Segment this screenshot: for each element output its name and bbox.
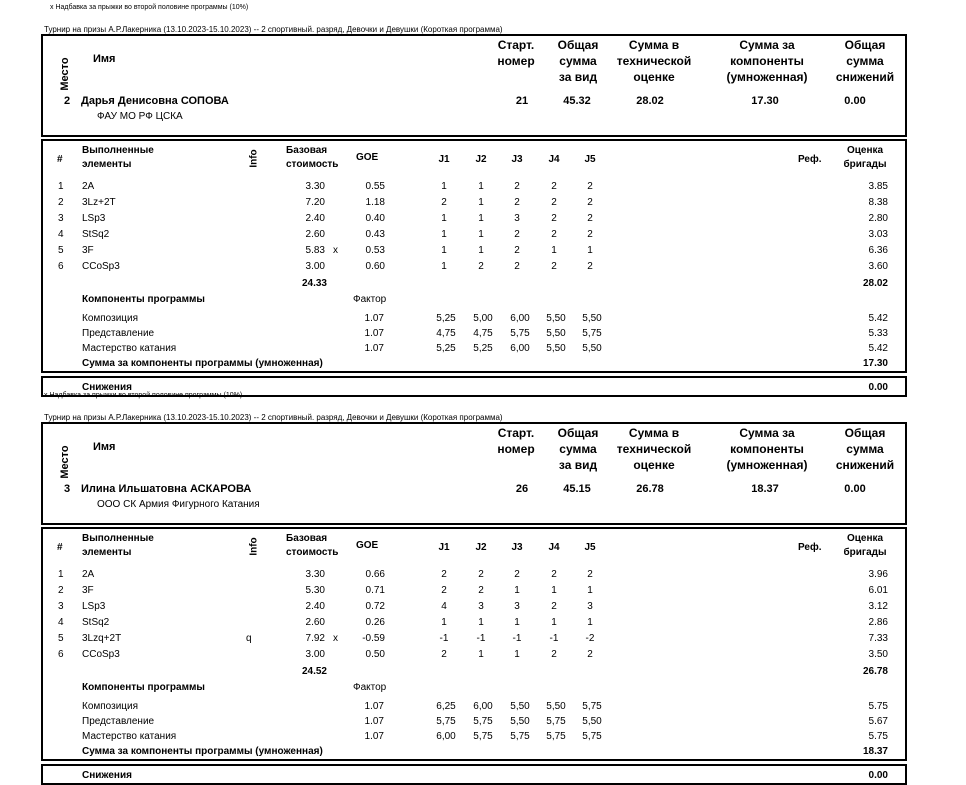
goe-header: GOE xyxy=(356,540,379,551)
tes-header: Сумма в технической оценке xyxy=(616,38,692,84)
judge-score: 4 xyxy=(441,601,447,612)
component-judge-score: 6,00 xyxy=(510,343,530,354)
element-number: 2 xyxy=(58,197,64,208)
judge-score: 2 xyxy=(551,601,557,612)
tes-total: 26.78 xyxy=(862,666,888,677)
element-number: 6 xyxy=(58,261,64,272)
component-judge-score: 5,00 xyxy=(473,313,493,324)
judge-score: 2 xyxy=(514,245,520,256)
component-judge-score: 5,50 xyxy=(510,716,530,727)
start-no-header: Старт. номер xyxy=(497,38,535,68)
panel-header: Оценка бригады xyxy=(843,533,887,558)
judge-score: 1 xyxy=(478,649,484,660)
element-goe: 0.53 xyxy=(365,245,385,256)
element-code: 3Lzq+2T xyxy=(82,633,122,644)
place-header: Место xyxy=(59,57,71,91)
component-judge-score: 5,50 xyxy=(582,716,602,727)
judge-header: J4 xyxy=(548,542,560,553)
judge-score: 2 xyxy=(478,569,484,580)
judge-score: 1 xyxy=(441,229,447,240)
component-factor: 1.07 xyxy=(364,313,384,324)
name-header: Имя xyxy=(93,53,116,65)
element-code: LSp3 xyxy=(82,213,106,224)
element-base-value: 7.20 xyxy=(305,197,325,208)
element-code: CCoSp3 xyxy=(82,261,120,272)
total-score: 45.32 xyxy=(563,95,591,107)
start-no-header: Старт. номер xyxy=(497,426,535,456)
pcs-total: 18.37 xyxy=(862,746,888,757)
place-header: Место xyxy=(59,445,71,479)
element-code: 2A xyxy=(82,181,95,192)
component-score: 5.42 xyxy=(868,343,888,354)
factor-header: Фактор xyxy=(353,294,387,305)
judge-score: 2 xyxy=(587,181,593,192)
element-goe: 0.66 xyxy=(365,569,385,580)
judge-score: 2 xyxy=(478,261,484,272)
judge-score: 1 xyxy=(514,617,520,628)
judge-header: J5 xyxy=(584,154,596,165)
component-judge-score: 6,00 xyxy=(473,701,493,712)
element-number: 4 xyxy=(58,617,64,628)
component-judge-score: 5,75 xyxy=(546,731,566,742)
element-goe: 0.72 xyxy=(365,601,385,612)
skater-place: 2 xyxy=(64,95,71,107)
tes-score: 28.02 xyxy=(636,95,664,107)
total-header: Общая сумма за вид xyxy=(557,38,599,84)
panel-header: Оценка бригады xyxy=(843,145,887,170)
pcs-total-label: Сумма за компоненты программы (умноженная) xyxy=(82,358,323,369)
judge-score: 2 xyxy=(551,569,557,580)
elements-header: Выполненные элементы xyxy=(82,145,154,170)
element-bonus-mark: x xyxy=(333,633,338,644)
deductions-score: 0.00 xyxy=(844,95,866,107)
judge-score: 2 xyxy=(441,569,447,580)
judge-score: 3 xyxy=(478,601,484,612)
element-code: 3Lz+2T xyxy=(82,197,116,208)
judge-score: 2 xyxy=(587,213,593,224)
judge-score: -1 xyxy=(512,633,522,644)
total-score: 45.15 xyxy=(563,483,591,495)
element-number: 3 xyxy=(58,601,64,612)
judge-score: 2 xyxy=(514,569,520,580)
element-number: 5 xyxy=(58,633,64,644)
component-judge-score: 5,75 xyxy=(473,716,493,727)
component-name: Представление xyxy=(82,328,155,339)
judge-header: J3 xyxy=(511,154,523,165)
element-panel-score: 6.36 xyxy=(868,245,888,256)
judge-header: J1 xyxy=(438,542,450,553)
tes-score: 26.78 xyxy=(636,483,664,495)
element-base-value: 2.60 xyxy=(305,229,325,240)
element-panel-score: 8.38 xyxy=(868,197,888,208)
judge-score: 1 xyxy=(478,229,484,240)
judge-score: 2 xyxy=(514,229,520,240)
deductions-score: 0.00 xyxy=(844,483,866,495)
component-name: Композиция xyxy=(82,313,139,324)
element-panel-score: 3.12 xyxy=(868,601,888,612)
element-info: q xyxy=(246,633,252,644)
deductions-header: Общая сумма снижений xyxy=(835,426,895,472)
judge-score: 2 xyxy=(441,649,447,660)
component-judge-score: 5,50 xyxy=(546,328,566,339)
judge-header: J1 xyxy=(438,154,450,165)
judge-score: 1 xyxy=(587,245,593,256)
pcs-total-label: Сумма за компоненты программы (умноженная) xyxy=(82,746,323,757)
judge-score: 1 xyxy=(551,245,557,256)
judge-header: J2 xyxy=(475,542,487,553)
judge-score: 2 xyxy=(587,197,593,208)
judge-score: 2 xyxy=(514,197,520,208)
judge-score: 2 xyxy=(551,213,557,224)
element-panel-score: 3.96 xyxy=(868,569,888,580)
element-base-value: 2.60 xyxy=(305,617,325,628)
skater-place: 3 xyxy=(64,483,71,495)
element-base-value: 3.00 xyxy=(305,649,325,660)
component-name: Мастерство катания xyxy=(82,731,177,742)
judge-score: 1 xyxy=(441,617,447,628)
judge-score: 2 xyxy=(587,261,593,272)
element-base-value: 5.83 xyxy=(305,245,325,256)
judge-score: 3 xyxy=(514,601,520,612)
judge-score: 1 xyxy=(478,617,484,628)
element-number: 5 xyxy=(58,245,64,256)
pcs-score: 17.30 xyxy=(751,95,779,107)
judge-score: 2 xyxy=(587,569,593,580)
element-number: 4 xyxy=(58,229,64,240)
component-judge-score: 6,25 xyxy=(436,701,456,712)
component-factor: 1.07 xyxy=(364,701,384,712)
judge-score: 3 xyxy=(587,601,593,612)
component-judge-score: 4,75 xyxy=(436,328,456,339)
ref-header: Реф. xyxy=(798,542,822,553)
judge-score: 1 xyxy=(441,181,447,192)
component-judge-score: 5,50 xyxy=(582,313,602,324)
component-factor: 1.07 xyxy=(364,716,384,727)
element-code: CCoSp3 xyxy=(82,649,120,660)
goe-header: GOE xyxy=(356,152,379,163)
judge-score: 2 xyxy=(551,649,557,660)
judge-header: J2 xyxy=(475,154,487,165)
element-goe: 0.26 xyxy=(365,617,385,628)
component-judge-score: 5,25 xyxy=(473,343,493,354)
element-base-value: 5.30 xyxy=(305,585,325,596)
element-base-value: 2.40 xyxy=(305,601,325,612)
element-goe: 0.40 xyxy=(365,213,385,224)
component-judge-score: 5,75 xyxy=(510,328,530,339)
judge-score: 2 xyxy=(551,197,557,208)
elements-header: Выполненные элементы xyxy=(82,533,154,558)
event-title: Турнир на призы А.Р.Лакерника (13.10.2023-15.10.2023) -- 2 спортивный. разряд, Девочки и Девушки (Короткая программа) xyxy=(44,413,503,422)
judge-score: 1 xyxy=(478,245,484,256)
component-factor: 1.07 xyxy=(364,731,384,742)
element-base-value: 3.00 xyxy=(305,261,325,272)
element-panel-score: 2.86 xyxy=(868,617,888,628)
tes-total: 28.02 xyxy=(862,278,888,289)
judge-score: 1 xyxy=(587,585,593,596)
judge-score: 1 xyxy=(587,617,593,628)
component-judge-score: 4,75 xyxy=(473,328,493,339)
component-judge-score: 5,75 xyxy=(582,701,602,712)
skater-club: ООО СК Армия Фигурного Катания xyxy=(97,499,260,510)
base-value-total: 24.33 xyxy=(301,278,327,289)
start-number: 21 xyxy=(515,95,529,107)
element-panel-score: 3.60 xyxy=(868,261,888,272)
judge-score: 2 xyxy=(441,197,447,208)
judge-score: 2 xyxy=(551,181,557,192)
total-header: Общая сумма за вид xyxy=(557,426,599,472)
judge-score: 2 xyxy=(478,585,484,596)
component-judge-score: 5,75 xyxy=(582,328,602,339)
skater-club: ФАУ МО РФ ЦСКА xyxy=(97,111,183,122)
judge-score: 2 xyxy=(514,181,520,192)
judge-score: 1 xyxy=(514,649,520,660)
judge-score: -1 xyxy=(476,633,486,644)
element-base-value: 3.30 xyxy=(305,181,325,192)
skater-name: Дарья Денисовна СОПОВА xyxy=(81,95,229,107)
component-judge-score: 5,25 xyxy=(436,343,456,354)
components-header: Компоненты программы xyxy=(82,682,205,693)
element-base-value: 3.30 xyxy=(305,569,325,580)
component-score: 5.67 xyxy=(868,716,888,727)
judge-score: 2 xyxy=(587,649,593,660)
element-goe: 0.71 xyxy=(365,585,385,596)
component-score: 5.42 xyxy=(868,313,888,324)
element-panel-score: 3.85 xyxy=(868,181,888,192)
judge-score: 1 xyxy=(551,585,557,596)
skater-name: Илина Ильшатовна АСКАРОВА xyxy=(81,483,252,495)
element-number: 1 xyxy=(58,569,64,580)
component-name: Композиция xyxy=(82,701,139,712)
start-number: 26 xyxy=(515,483,529,495)
pcs-header: Сумма за компоненты (умноженная) xyxy=(726,38,808,84)
pcs-header: Сумма за компоненты (умноженная) xyxy=(726,426,808,472)
element-number: 6 xyxy=(58,649,64,660)
component-judge-score: 5,75 xyxy=(546,716,566,727)
judge-score: 1 xyxy=(478,213,484,224)
judge-score: 2 xyxy=(587,229,593,240)
component-judge-score: 5,50 xyxy=(546,701,566,712)
element-code: 2A xyxy=(82,569,95,580)
component-factor: 1.07 xyxy=(364,343,384,354)
judge-score: 2 xyxy=(514,261,520,272)
element-panel-score: 3.03 xyxy=(868,229,888,240)
deductions-header: Общая сумма снижений xyxy=(835,38,895,84)
judge-score: 1 xyxy=(478,197,484,208)
element-goe: 0.55 xyxy=(365,181,385,192)
element-bonus-mark: x xyxy=(333,245,338,256)
component-judge-score: 6,00 xyxy=(436,731,456,742)
component-judge-score: 5,25 xyxy=(436,313,456,324)
element-number: 2 xyxy=(58,585,64,596)
judge-score: 2 xyxy=(441,585,447,596)
element-number: 3 xyxy=(58,213,64,224)
num-header: # xyxy=(57,154,63,165)
judge-score: 1 xyxy=(551,617,557,628)
base-value-total: 24.52 xyxy=(301,666,327,677)
judge-score: -2 xyxy=(585,633,595,644)
element-code: StSq2 xyxy=(82,229,110,240)
top-bonus-note: x Надбавка за прыжки во второй половине программы (10%) xyxy=(50,4,249,11)
pcs-total: 17.30 xyxy=(862,358,888,369)
component-judge-score: 5,50 xyxy=(510,701,530,712)
component-score: 5.33 xyxy=(868,328,888,339)
pcs-score: 18.37 xyxy=(751,483,779,495)
element-panel-score: 3.50 xyxy=(868,649,888,660)
judge-score: 2 xyxy=(551,261,557,272)
element-panel-score: 2.80 xyxy=(868,213,888,224)
judge-score: -1 xyxy=(549,633,559,644)
deductions-box xyxy=(41,764,907,785)
judge-score: 1 xyxy=(478,181,484,192)
component-judge-score: 6,00 xyxy=(510,313,530,324)
element-code: StSq2 xyxy=(82,617,110,628)
info-header: Info xyxy=(248,537,260,556)
component-judge-score: 5,50 xyxy=(546,343,566,354)
component-factor: 1.07 xyxy=(364,328,384,339)
element-goe: 1.18 xyxy=(365,197,385,208)
judge-header: J5 xyxy=(584,542,596,553)
deductions-label: Снижения xyxy=(82,770,132,781)
judge-header: J4 xyxy=(548,154,560,165)
judge-score: 3 xyxy=(514,213,520,224)
component-name: Представление xyxy=(82,716,155,727)
judge-score: 1 xyxy=(441,245,447,256)
info-header: Info xyxy=(248,149,260,168)
bonus-note: x Надбавка за прыжки во второй половине программы (10%) xyxy=(44,392,243,399)
element-code: 3F xyxy=(82,585,94,596)
element-goe: 0.50 xyxy=(365,649,385,660)
judge-score: 1 xyxy=(514,585,520,596)
element-goe: 0.60 xyxy=(365,261,385,272)
base-header: Базовая стоимость xyxy=(286,533,339,558)
element-code: LSp3 xyxy=(82,601,106,612)
element-panel-score: 7.33 xyxy=(868,633,888,644)
num-header: # xyxy=(57,542,63,553)
judge-score: -1 xyxy=(439,633,449,644)
event-title: Турнир на призы А.Р.Лакерника (13.10.2023-15.10.2023) -- 2 спортивный. разряд, Девочки и Девушки (Короткая программа) xyxy=(44,25,503,34)
component-score: 5.75 xyxy=(868,731,888,742)
judge-score: 2 xyxy=(551,229,557,240)
component-judge-score: 5,75 xyxy=(473,731,493,742)
base-header: Базовая стоимость xyxy=(286,145,339,170)
element-base-value: 2.40 xyxy=(305,213,325,224)
ref-header: Реф. xyxy=(798,154,822,165)
judge-score: 1 xyxy=(441,261,447,272)
component-judge-score: 5,75 xyxy=(436,716,456,727)
judge-header: J3 xyxy=(511,542,523,553)
element-goe: 0.43 xyxy=(365,229,385,240)
component-judge-score: 5,50 xyxy=(582,343,602,354)
component-name: Мастерство катания xyxy=(82,343,177,354)
components-header: Компоненты программы xyxy=(82,294,205,305)
deductions-label: Снижения xyxy=(82,382,132,393)
judge-score: 1 xyxy=(441,213,447,224)
component-score: 5.75 xyxy=(868,701,888,712)
element-code: 3F xyxy=(82,245,94,256)
element-base-value: 7.92 xyxy=(305,633,325,644)
component-judge-score: 5,75 xyxy=(582,731,602,742)
component-judge-score: 5,50 xyxy=(546,313,566,324)
name-header: Имя xyxy=(93,441,116,453)
deductions-total: 0.00 xyxy=(868,770,888,781)
element-goe: -0.59 xyxy=(362,633,385,644)
factor-header: Фактор xyxy=(353,682,387,693)
element-number: 1 xyxy=(58,181,64,192)
tes-header: Сумма в технической оценке xyxy=(616,426,692,472)
deductions-total: 0.00 xyxy=(868,382,888,393)
element-panel-score: 6.01 xyxy=(868,585,888,596)
component-judge-score: 5,75 xyxy=(510,731,530,742)
